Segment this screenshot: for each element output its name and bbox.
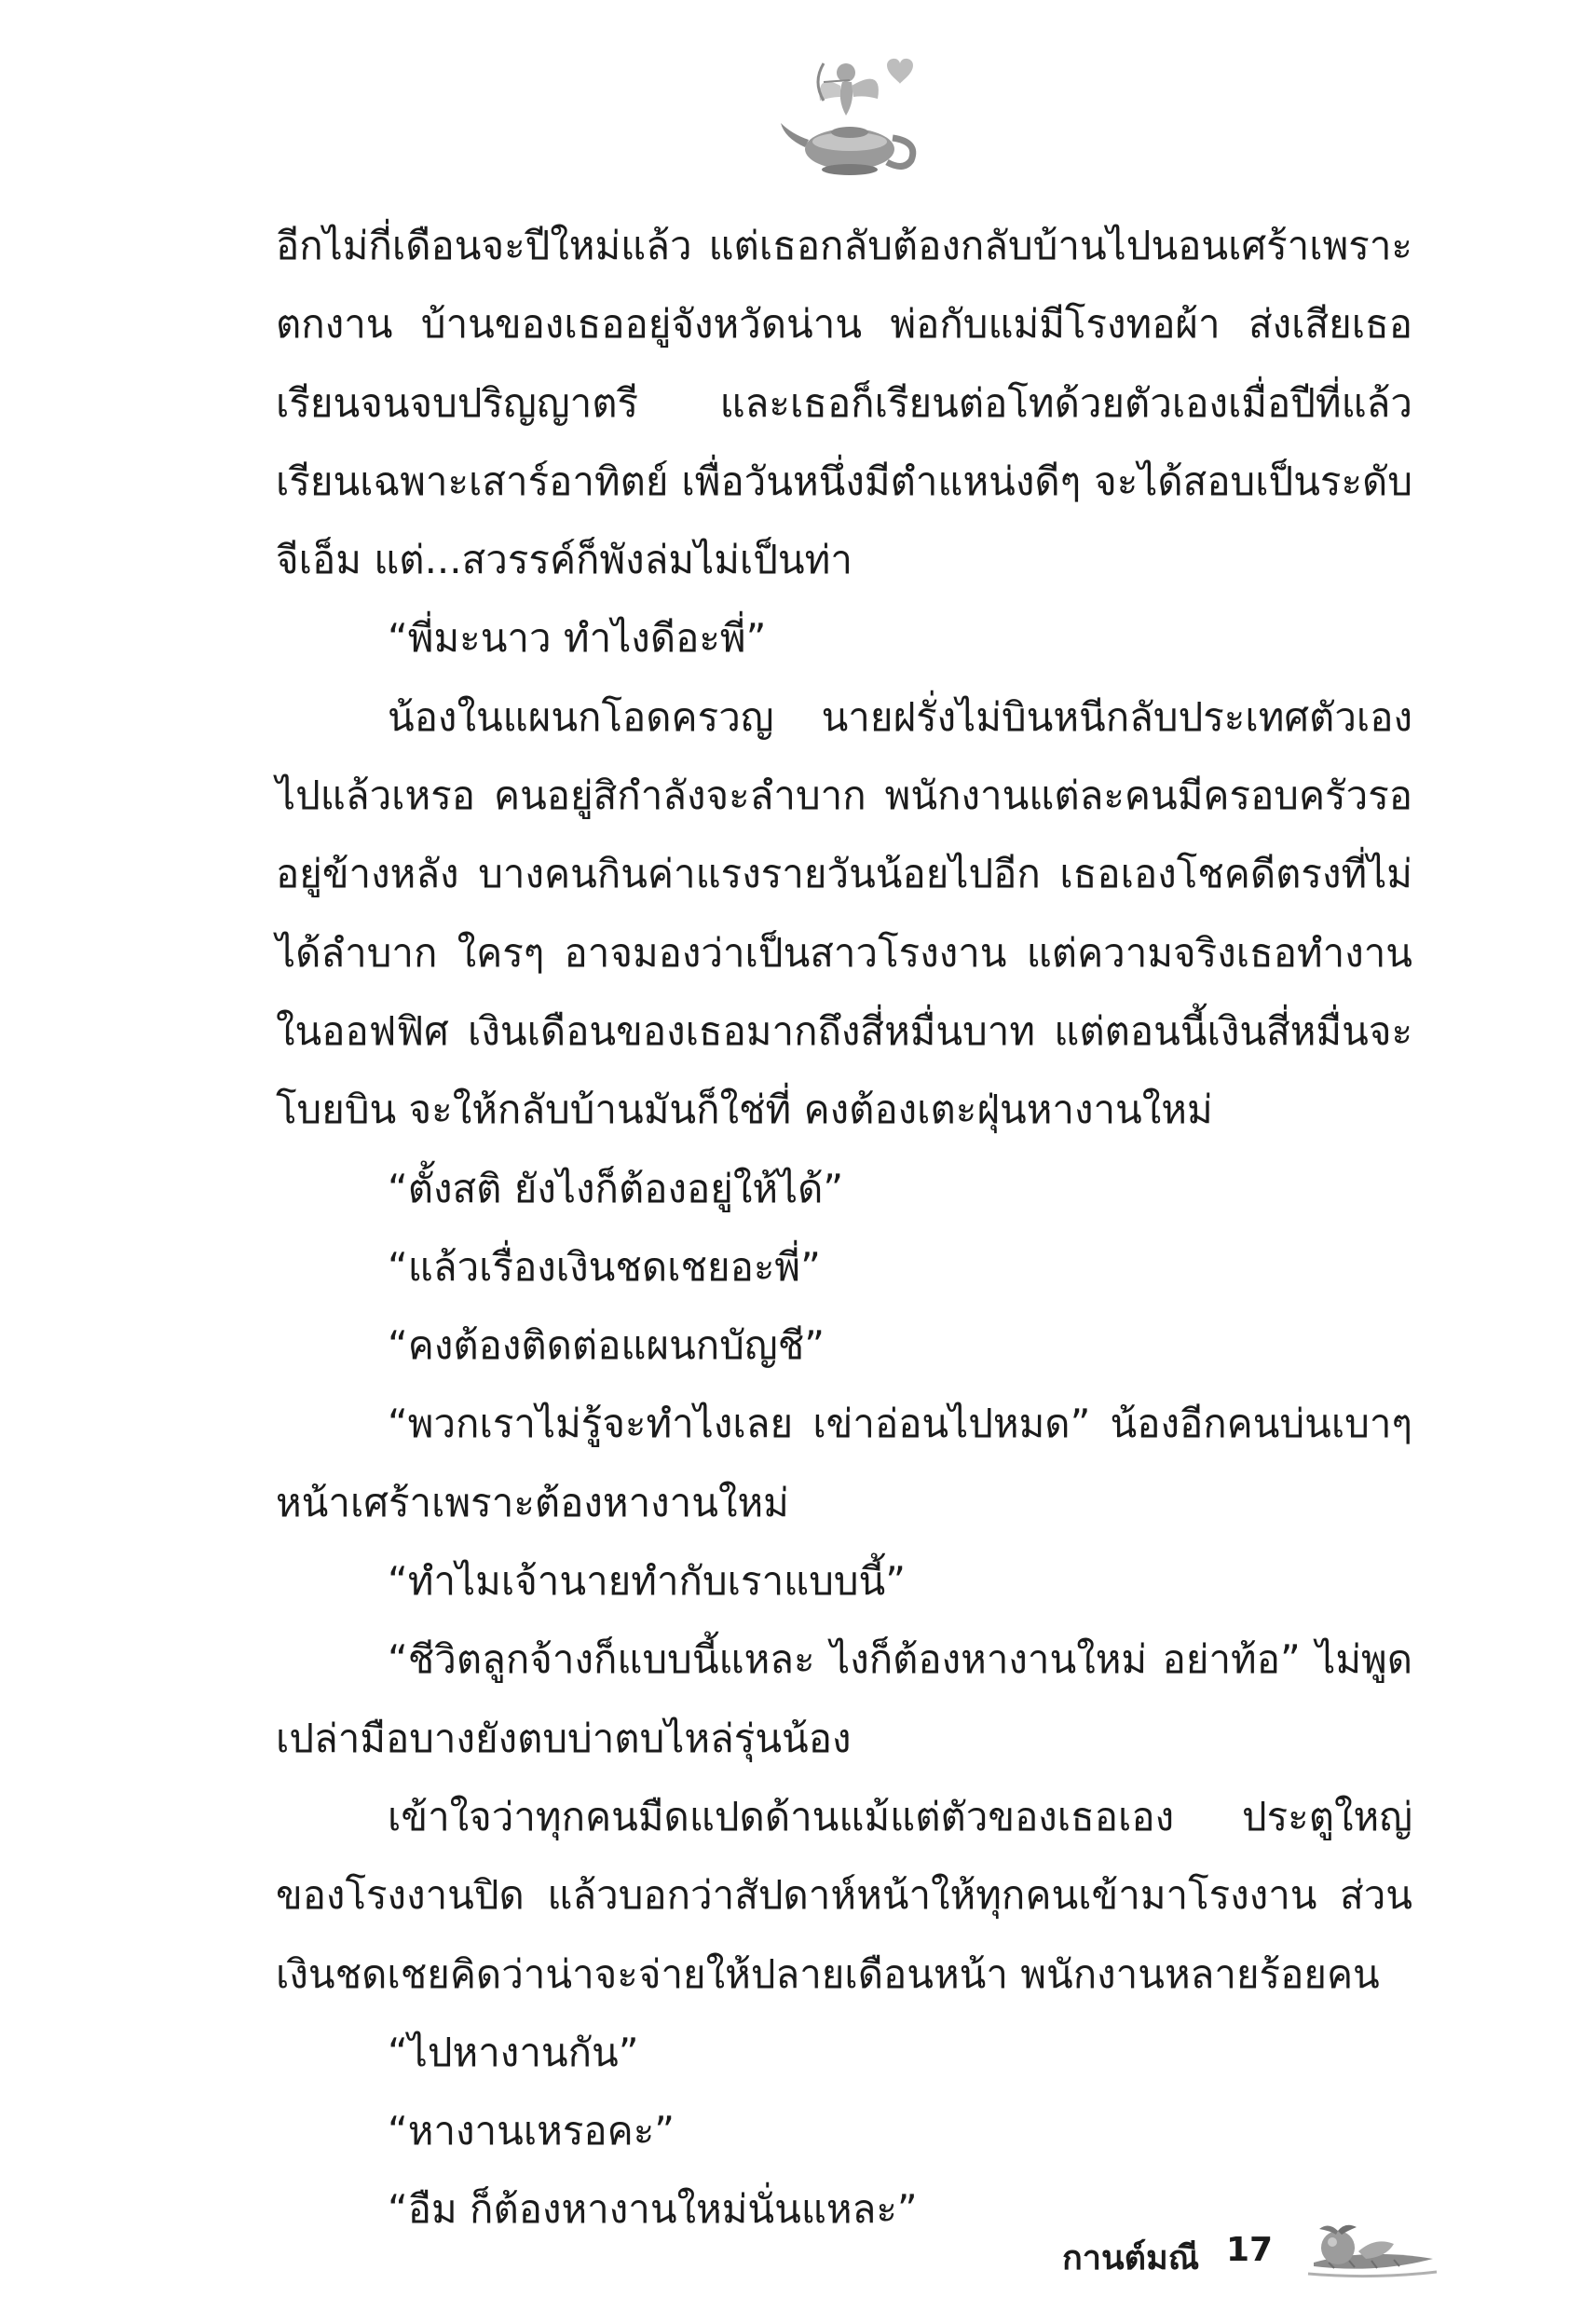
vegetables-icon bbox=[1301, 2220, 1440, 2285]
paragraph: “พวกเราไม่รู้จะทำไงเลย เข่าอ่อนไปหมด” น้องอีกคนบ่นเบาๆ หน้าเศร้าเพราะต้องหางานใหม่ bbox=[276, 1401, 1412, 1525]
cupid-teapot-icon bbox=[764, 45, 932, 185]
paragraph: เข้าใจว่าทุกคนมืดแปดด้านแม้แต่ตัวของเธอเอง ประตูใหญ่ของโรงงานปิด แล้วบอกว่าสัปดาห์หน้าให้ทุกคนเข้ามาโรงงาน ส่วนเงินชดเชยคิดว่าน่าจะจ่ายให้ปลายเดือนหน้า พนักงานหลายร้อยคน bbox=[276, 1793, 1412, 1997]
dialogue-line: “คงต้องติดต่อแผนกบัญชี” bbox=[388, 1322, 825, 1369]
page-number: 17 bbox=[1226, 2231, 1274, 2269]
dialogue-line: “ตั้งสติ ยังไงก็ต้องอยู่ให้ได้” bbox=[388, 1165, 844, 1211]
dialogue-line: “ไปหางานกัน” bbox=[388, 2029, 639, 2075]
paragraph: น้องในแผนกโอดครวญ นายฝรั่งไม่บินหนีกลับประเทศตัวเองไปแล้วเหรอ คนอยู่สิกำลังจะลำบาก พนักงานแต่ละคนมีครอบครัวรออยู่ข้างหลัง บางคนกินค่าแรงรายวันน้อยไปอีก เธอเองโชคดีตรงที่ไม่ได้ลำบาก ใครๆ อาจมองว่าเป็นสาวโรงงาน แต่ความจริงเธอทำงานในออฟฟิศ เงินเดือนของเธอมากถึงสี่หมื่นบาท แต่ตอนนี้เงินสี่หมื่นจะโบยบิน จะให้กลับบ้านมันก็ใช่ที่ คงต้องเตะฝุ่นหางานใหม่ bbox=[276, 693, 1412, 1133]
paragraph: “ชีวิตลูกจ้างก็แบบนี้แหละ ไงก็ต้องหางานใหม่ อย่าท้อ” ไม่พูดเปล่ามือบางยังตบบ่าตบไหล่รุ่นน้อง bbox=[276, 1636, 1412, 1761]
dialogue-line: “พี่มะนาว ทำไงดีอะพี่” bbox=[388, 615, 767, 662]
paragraph: อีกไม่กี่เดือนจะปีใหม่แล้ว แต่เธอกลับต้องกลับบ้านไปนอนเศร้าเพราะตกงาน บ้านของเธออยู่จังหวัดน่าน พ่อกับแม่มีโรงทอผ้า ส่งเสียเธอเรียนจนจบปริญญาตรี และเธอก็เรียนต่อโทด้วยตัวเองเมื่อปีที่แล้ว เรียนเฉพาะเสาร์อาทิตย์ เพื่อวันหนึ่งมีตำแหน่งดีๆ จะได้สอบเป็นระดับจีเอ็ม แต่...สวรรค์ก็พังล่มไม่เป็นท่า bbox=[276, 223, 1412, 583]
dialogue-line: “หางานเหรอคะ” bbox=[388, 2108, 675, 2154]
dialogue-line: “แล้วเรื่องเงินชดเชยอะพี่” bbox=[388, 1243, 821, 1290]
book-title: กานต์มณี bbox=[1062, 2239, 1200, 2277]
dialogue-line: “ทำไมเจ้านายทำกับเราแบบนี้” bbox=[388, 1558, 907, 1605]
dialogue-line: “อืม ก็ต้องหางานใหม่นั่นแหละ” bbox=[388, 2186, 918, 2233]
chapter-body bbox=[276, 207, 1412, 2249]
page-footer bbox=[1025, 2218, 1453, 2292]
